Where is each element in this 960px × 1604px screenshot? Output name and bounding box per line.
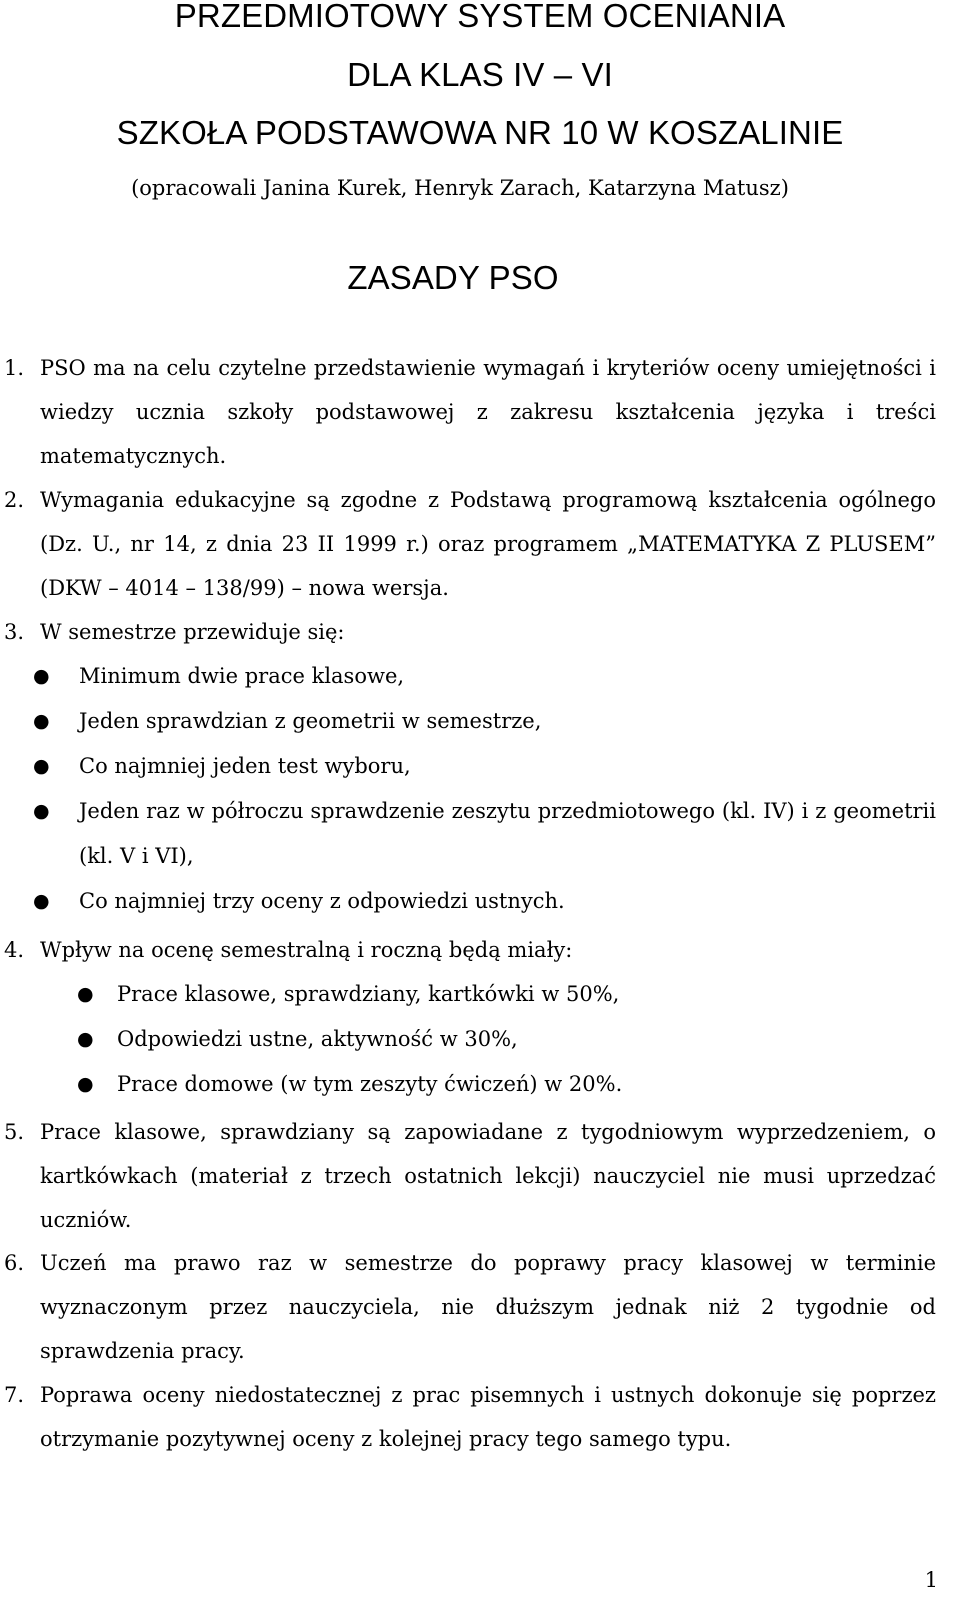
bullet-item bbox=[33, 879, 936, 924]
bullet-item bbox=[77, 1062, 936, 1107]
bullet-text: Prace klasowe, sprawdziany, kartkówki w 50%, bbox=[117, 982, 620, 1006]
bullet-icon: ● bbox=[33, 665, 50, 687]
bullet-item bbox=[33, 699, 936, 744]
bullet-icon: ● bbox=[33, 800, 50, 822]
bullet-text: Co najmniej jeden test wyboru, bbox=[79, 754, 411, 778]
document-authors: (opracowali Janina Kurek, Henryk Zarach, Katarzyna Matusz) bbox=[131, 176, 789, 200]
section-title: ZASADY PSO bbox=[347, 259, 559, 296]
bullet-text: Co najmniej trzy oceny z odpowiedzi ustnych. bbox=[79, 889, 565, 913]
item-number: 6. bbox=[4, 1251, 25, 1275]
bullet-list bbox=[77, 972, 936, 1107]
bullet-text: Odpowiedzi ustne, aktywność w 30%, bbox=[117, 1027, 518, 1051]
bullet-icon: ● bbox=[33, 890, 50, 912]
bullet-item bbox=[77, 1017, 936, 1062]
item-number: 7. bbox=[4, 1383, 25, 1407]
item-number: 5. bbox=[4, 1120, 25, 1144]
bullet-item bbox=[77, 972, 936, 1017]
bullet-item bbox=[33, 654, 936, 699]
bullet-text: Prace domowe (w tym zeszyty ćwiczeń) w 20%. bbox=[117, 1072, 623, 1096]
bullet-text: Jeden sprawdzian z geometrii w semestrze, bbox=[79, 709, 542, 733]
item-text: Poprawa oceny niedostatecznej z prac pisemnych i ustnych dokonuje się poprzez otrzymanie pozytywnej oceny z kolejnej pracy tego samego typu. bbox=[40, 1383, 936, 1451]
bullet-text: Minimum dwie prace klasowe, bbox=[79, 664, 405, 688]
page-number: 1 bbox=[924, 1568, 938, 1592]
item-text: Wpływ na ocenę semestralną i roczną będą miały: bbox=[40, 938, 573, 962]
item-text: W semestrze przewiduje się: bbox=[40, 620, 345, 644]
document-title-line-2: DLA KLAS IV – VI bbox=[347, 56, 613, 93]
bullet-icon: ● bbox=[33, 710, 50, 732]
bullet-icon: ● bbox=[77, 1028, 94, 1050]
item-number: 1. bbox=[4, 356, 25, 380]
document-title-line-1: PRZEDMIOTOWY SYSTEM OCENIANIA bbox=[174, 0, 786, 34]
item-text: Prace klasowe, sprawdziany są zapowiadane z tygodniowym wyprzedzeniem, o kartkówkach (materiał z trzech ostatnich lekcji) nauczyciel nie musi uprzedzać uczniów. bbox=[40, 1120, 936, 1232]
bullet-icon: ● bbox=[33, 755, 50, 777]
item-text: Wymagania edukacyjne są zgodne z Podstawą programową kształcenia ogólnego (Dz. U., nr 14, z dnia 23 II 1999 r.) oraz programem „MATEMATYKA Z PLUSEM” (DKW – 4014 – 138/99) – nowa wersja. bbox=[40, 488, 936, 600]
item-text: Uczeń ma prawo raz w semestrze do poprawy pracy klasowej w terminie wyznaczonym przez nauczyciela, nie dłuższym jednak niż 2 tygodnie od sprawdzenia pracy. bbox=[40, 1251, 936, 1363]
bullet-item bbox=[33, 789, 936, 879]
document-title-line-3: SZKOŁA PODSTAWOWA NR 10 W KOSZALINIE bbox=[116, 114, 844, 151]
bullet-icon: ● bbox=[77, 983, 94, 1005]
bullet-list bbox=[33, 654, 936, 924]
item-number: 3. bbox=[4, 620, 25, 644]
bullet-text: Jeden raz w półroczu sprawdzenie zeszytu przedmiotowego (kl. IV) i z geometrii (kl. V i VI), bbox=[79, 799, 936, 868]
item-number: 2. bbox=[4, 488, 25, 512]
bullet-icon: ● bbox=[77, 1073, 94, 1095]
item-number: 4. bbox=[4, 938, 25, 962]
bullet-item bbox=[33, 744, 936, 789]
item-text: PSO ma na celu czytelne przedstawienie wymagań i kryteriów oceny umiejętności i wiedzy ucznia szkoły podstawowej z zakresu kształcenia języka i treści matematycznych. bbox=[40, 356, 936, 468]
